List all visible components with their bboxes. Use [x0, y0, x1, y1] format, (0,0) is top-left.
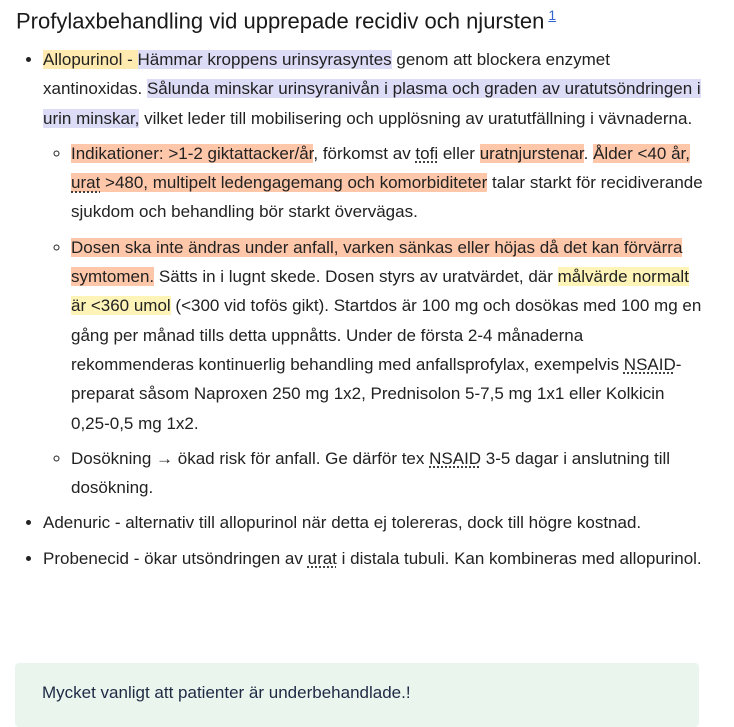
text: eller [438, 143, 480, 163]
text: (<300 vid tofös gikt). Startdos är 100 mg och dosökas med 100 mg en gång per månad tills detta uppnåtts. Under de första 2-4 månaderna rekommenderas kontinuerlig behandling med anfallsprofylax, exempelvis [71, 296, 702, 374]
highlight-malvarde: målvärde normalt är <360 umol [71, 267, 689, 316]
list-item-dosen [71, 233, 703, 438]
text: Sätts in i lugnt skede. Dosen styrs av uratvärdet, där [154, 267, 558, 287]
highlight-allopurinol: Allopurinol [43, 50, 123, 69]
heading-title: Profylaxbehandling vid upprepade recidiv och njursten [16, 8, 545, 34]
abbr-nsaid[interactable]: NSAID [623, 354, 676, 374]
text: . [583, 143, 594, 163]
highlight-indikationer: Indikationer: >1-2 giktattacker/år [71, 143, 314, 163]
callout-box [15, 663, 699, 727]
sub-list [71, 139, 703, 503]
abbr-urat[interactable]: urat [71, 173, 101, 193]
text: genom att blockera enzymet xantinoxidas. [43, 50, 610, 99]
reference-link[interactable]: 1 [548, 7, 557, 23]
highlight-effect: Sålunda minskar urinsyranivån i plasma och graden av uratutsöndringen i urin minskar, [43, 79, 701, 128]
text: Adenuric - alternativ till allopurinol när detta ej tolereras, dock till högre kostnad. [43, 513, 642, 533]
highlight-mechanism: Hämmar kroppens urinsyrasyntes [137, 50, 392, 69]
highlight-dosen: Dosen ska inte ändras under anfall, varken sänkas eller höjas då det kan förvärra symtomen. [71, 237, 683, 287]
content [43, 45, 703, 579]
text: vilket leder till mobilisering och upplösning av uratutfällning i vävnaderna. [139, 108, 693, 128]
list-item-allopurinol [43, 45, 703, 502]
highlight-komorbiditeter: >480, multipelt ledengagemang och komorbiditeter [100, 173, 488, 193]
text: Dosökning → ökad risk för anfall. Ge därför tex [71, 448, 430, 468]
highlight-alder: Ålder <40 år, [593, 143, 690, 163]
abbr-tofi[interactable]: tofi [415, 143, 439, 163]
abbr-nsaid[interactable]: NSAID [429, 448, 482, 468]
text: 3-5 dagar i anslutning till dosökning. [71, 448, 671, 498]
list-item-probenecid [43, 544, 703, 573]
text: Probenecid - ökar utsöndringen av [43, 548, 308, 568]
list-item-adenuric [43, 508, 703, 537]
section-heading [16, 3, 556, 34]
abbr-urat[interactable]: urat [307, 548, 337, 568]
list-item-indikationer [71, 139, 703, 227]
text: talar starkt för recidiverande sjukdom och behandling bör starkt övervägas. [71, 173, 703, 222]
callout-text: Mycket vanligt att patienter är underbehandlade.! [42, 683, 411, 702]
text: , förkomst av [313, 143, 416, 163]
list-item-dosokning [71, 444, 703, 503]
text: i distala tubuli. Kan kombineras med allopurinol. [336, 548, 702, 568]
main-list [43, 45, 703, 573]
text: -preparat såsom Naproxen 250 mg 1x2, Prednisolon 5-7,5 mg 1x1 eller Kolkicin 0,25-0,5 mg 1x2. [71, 354, 682, 433]
highlight-uratnjurstenar: uratnjurstenar [479, 143, 584, 163]
separator: - [122, 50, 138, 69]
